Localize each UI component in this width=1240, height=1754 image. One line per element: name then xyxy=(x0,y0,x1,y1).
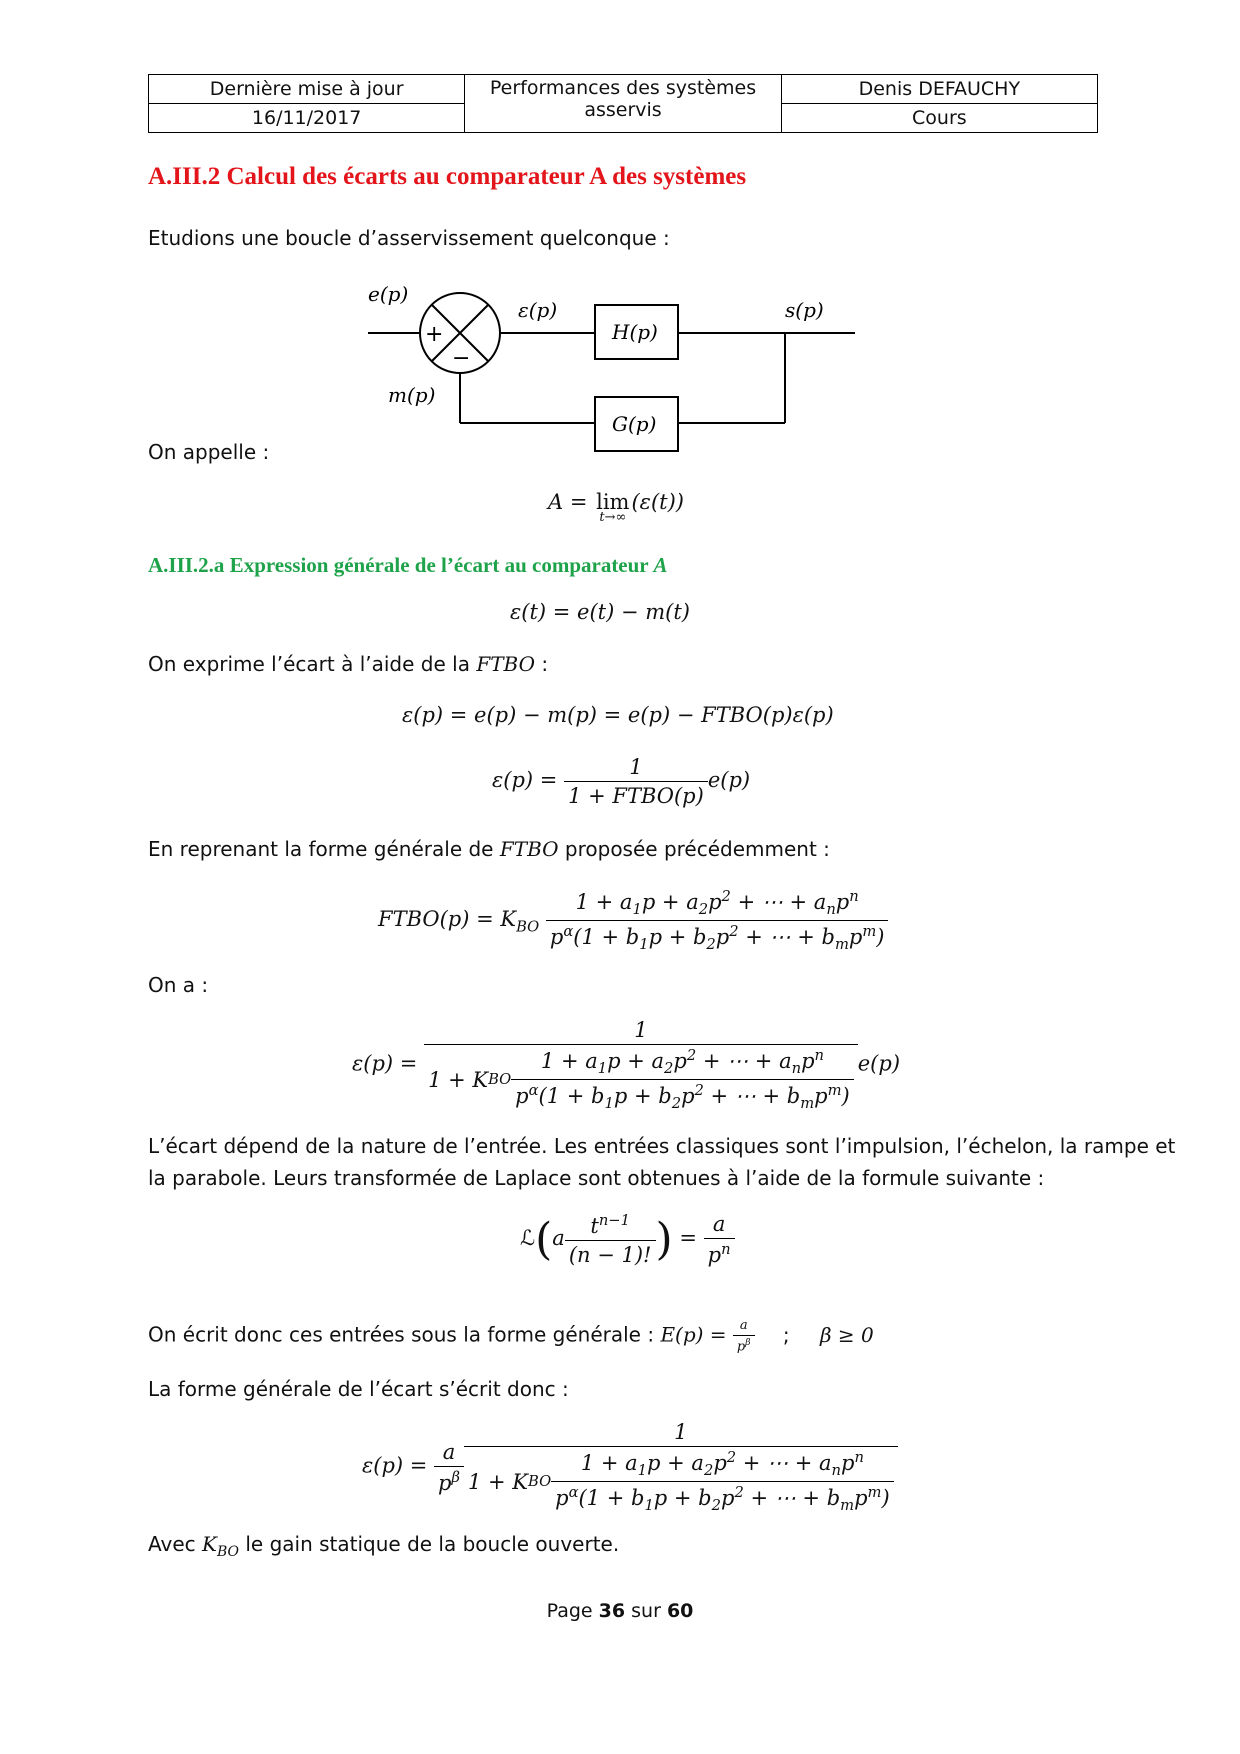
general-form-text: En reprenant la forme générale de FTBO proposée précédemment : xyxy=(148,837,830,861)
doc-title: Performances des systèmes asservis xyxy=(465,75,781,133)
general-error-text: La forme générale de l’écart s’écrit donc : xyxy=(148,1377,569,1401)
avec-text: Avec $K_{BO}$ le gain statique de la boucle ouverte. xyxy=(148,1532,620,1560)
equation-4: FTBO(p) = $K_{BO}$ $\frac{1 + a_1p + a_2p^2 + \cdots + a_np^n}{p^\alpha(1 + b_1p + b_2p^2 + \cdots + b_mp^m)}$ xyxy=(378,888,888,953)
output-label: s(p) xyxy=(785,298,824,322)
doc-type: Cours xyxy=(781,104,1097,133)
minus-sign: − xyxy=(452,346,471,371)
equation-1: ε(t) = e(t) − m(t) xyxy=(510,600,690,624)
equation-5: ε(p) = 1 1 + K BO $\frac{1 + a_1p + a_2p^2 + \cdots + a_np^n}{p^\alpha(1 + b_1p + b_2p^2 + \cdots + b_mp^m)}$ e(p) xyxy=(352,1018,901,1113)
feedback-block-label: G(p) xyxy=(612,412,657,436)
equation-6: ε(p) = $\frac{a}{p^\beta}$ 1 1 + K BO $\frac{1 + a_1p + a_2p^2 + \cdots + a_np^n}{p^\alpha(1 + b_1p + b_2p^2 + \cdots + b_mp^m)}$ xyxy=(362,1420,898,1514)
forward-block-label: H(p) xyxy=(612,320,658,344)
update-date: 16/11/2017 xyxy=(149,104,465,133)
on-a-text: On a : xyxy=(148,973,209,997)
page-footer: Page 36 sur 60 xyxy=(546,1600,694,1622)
laplace-formula: ℒ(a $\frac{t^{n-1}}{(n - 1)!}$ ) = $\frac{a}{p^n}$ xyxy=(520,1212,735,1267)
paragraph-line-2: la parabole. Leurs transformée de Laplace sont obtenues à l’aide de la formule suivante : xyxy=(148,1166,1045,1190)
plus-sign: + xyxy=(425,322,444,347)
last-update-label: Dernière mise à jour xyxy=(149,75,465,104)
equation-2: ε(p) = e(p) − m(p) = e(p) − FTBO(p)ε(p) xyxy=(402,703,834,727)
equation-3: ε(p) = $\frac{1}{\text{1 + FTBO(p)}}$ e(p) xyxy=(492,755,751,808)
header-table xyxy=(148,74,1098,133)
section-title: A.III.2 Calcul des écarts au comparateur A des systèmes xyxy=(148,163,747,190)
author: Denis DEFAUCHY xyxy=(781,75,1097,104)
entries-text: On écrit donc ces entrées sous la forme générale : E(p) = $\frac{a}{p^\beta}$ ; β ≥ 0 xyxy=(148,1318,874,1355)
intro-text: Etudions une boucle d’asservissement quelconque : xyxy=(148,226,670,250)
error-label: ε(p) xyxy=(518,298,558,322)
block-diagram xyxy=(360,275,880,460)
ftbo-text: On exprime l’écart à l’aide de la FTBO : xyxy=(148,652,549,676)
paragraph-line-1: L’écart dépend de la nature de l’entrée. Les entrées classiques sont l’impulsion, l’échelon, la rampe et xyxy=(148,1134,1176,1158)
subsection-title: A.III.2.a Expression générale de l’écart au comparateur A xyxy=(148,553,668,577)
input-label: e(p) xyxy=(368,282,409,306)
measure-label: m(p) xyxy=(388,383,436,407)
on-appelle-text: On appelle : xyxy=(148,440,270,464)
limit-equation: A = lim t→∞ (ε(t)) xyxy=(548,490,684,525)
